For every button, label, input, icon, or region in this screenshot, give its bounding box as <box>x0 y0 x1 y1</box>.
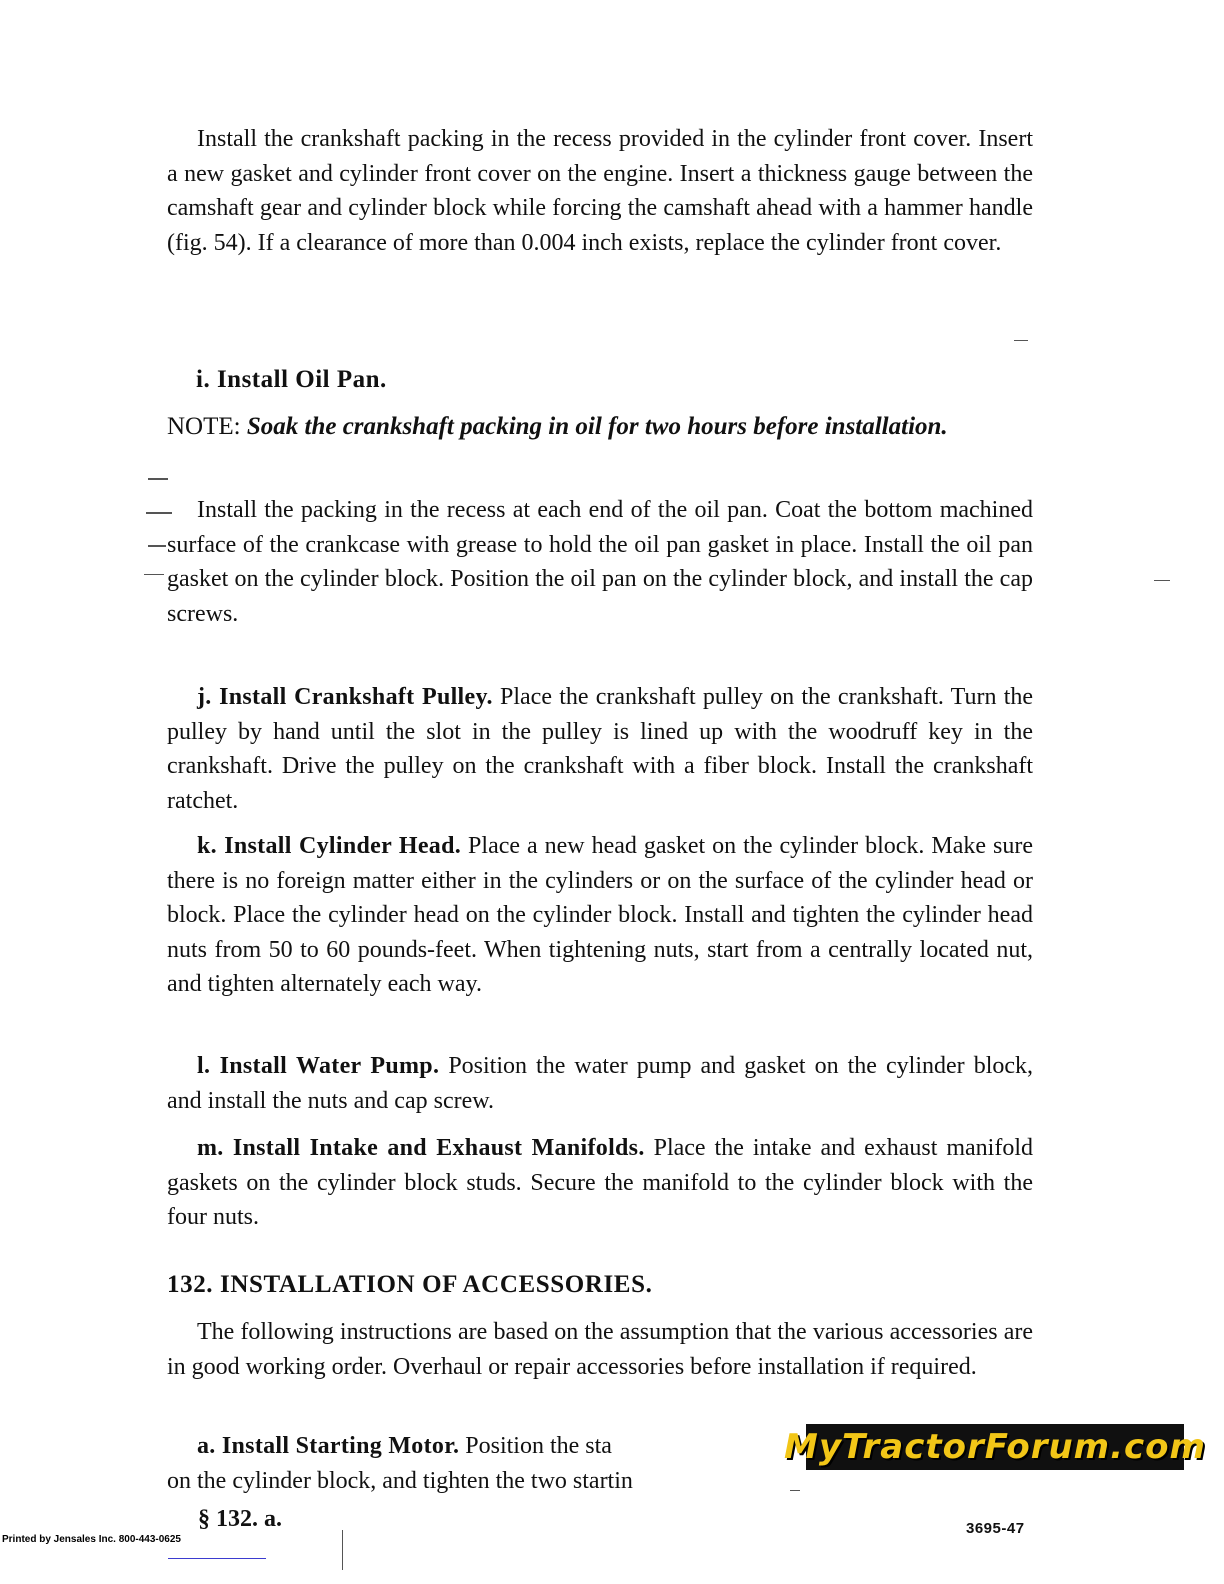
paragraph-text-line2: on the cylinder block, and tighten the two startin <box>167 1467 633 1494</box>
paragraph-oil-pan <box>167 493 1033 631</box>
scan-speck <box>146 512 172 514</box>
paragraph-crankshaft-packing <box>167 122 1033 260</box>
section-reference: § 132. a. <box>198 1506 282 1532</box>
paragraph-cylinder-head <box>167 829 1033 1002</box>
paragraph-text: Install the crankshaft packing in the recess provided in the cylinder front cover. Insert a new gasket and cylinder front cover on the engine. Insert a thickness gauge between the camshaft gear and cylinder block while forcing the camshaft ahead with a hammer handle (fig. 54). If a clearance of more than 0.004 inch exists, replace the cylinder front cover. <box>167 126 1033 256</box>
paragraph-starting-motor <box>167 1429 807 1498</box>
page-code: 3695-47 <box>966 1520 1025 1537</box>
printer-credit: Printed by Jensales Inc. 800-443-0625 <box>2 1534 181 1545</box>
scan-speck <box>148 545 166 547</box>
note-label: NOTE: <box>167 413 241 440</box>
paragraph-text: Place a new head gasket on the cylinder block. Make sure there is no foreign matter either in the cylinders or on the surface of the cylinder head or block. Place the cylinder head on the cylinder block. Install and tighten the cylinder head nuts from 50 to 60 pounds-feet. When tightening nuts, start from a centrally located nut, and tighten alternately each way. <box>167 833 1033 997</box>
paragraph-text: Position the water pump and gasket on the cylinder block, and install the nuts and cap screw. <box>167 1053 1034 1114</box>
subheading-cylinder-head: k. Install Cylinder Head. <box>197 833 462 859</box>
paragraph-water-pump <box>167 1049 1033 1118</box>
paragraph-text: Place the intake and exhaust manifold gaskets on the cylinder block studs. Secure the manifold to the cylinder block with the four nuts. <box>167 1135 1034 1230</box>
watermark-logo <box>784 1424 1206 1470</box>
scan-speck <box>1154 580 1170 581</box>
paragraph-crankshaft-pulley <box>167 680 1033 818</box>
subheading-crankshaft-pulley: j. Install Crankshaft Pulley. <box>197 684 493 710</box>
paragraph-text-line1: Position the sta <box>465 1433 612 1459</box>
note-block <box>167 410 1033 444</box>
scan-speck <box>342 1530 343 1570</box>
scan-speck <box>1014 340 1028 341</box>
subheading-manifolds: m. Install Intake and Exhaust Manifolds. <box>197 1135 645 1161</box>
scan-speck <box>144 574 164 575</box>
paragraph-text: Install the packing in the recess at each end of the oil pan. Coat the bottom machined surface of the crankcase with grease to hold the oil pan gasket in place. Install the oil pan gasket on the cylinder block. Position the oil pan on the cylinder block, and install the cap screws. <box>167 497 1033 627</box>
note-text: Soak the crankshaft packing in oil for two hours before installation. <box>246 413 948 440</box>
scan-speck <box>790 1490 800 1491</box>
paragraph-text: Place the crankshaft pulley on the crankshaft. Turn the pulley by hand until the slot in the pulley is lined up with the woodruff key in the crankshaft. Drive the pulley on the crankshaft with a fiber block. Install the crankshaft ratchet. <box>167 684 1034 814</box>
section-title: 132. INSTALLATION OF ACCESSORIES. <box>167 1271 653 1298</box>
scan-speck <box>148 478 168 480</box>
paragraph-text: The following instructions are based on the assumption that the various accessories are in good working order. Overhaul or repair accessories before installation if required. <box>167 1319 1033 1380</box>
paragraph-accessories-intro <box>167 1315 1033 1384</box>
watermark-text: MyTractorForum.com <box>784 1427 1206 1467</box>
heading-install-oil-pan: i. Install Oil Pan. <box>196 366 387 393</box>
underline-mark <box>168 1558 266 1559</box>
subheading-water-pump: l. Install Water Pump. <box>197 1053 440 1079</box>
subheading-starting-motor: a. Install Starting Motor. <box>197 1433 460 1459</box>
paragraph-manifolds <box>167 1131 1033 1235</box>
